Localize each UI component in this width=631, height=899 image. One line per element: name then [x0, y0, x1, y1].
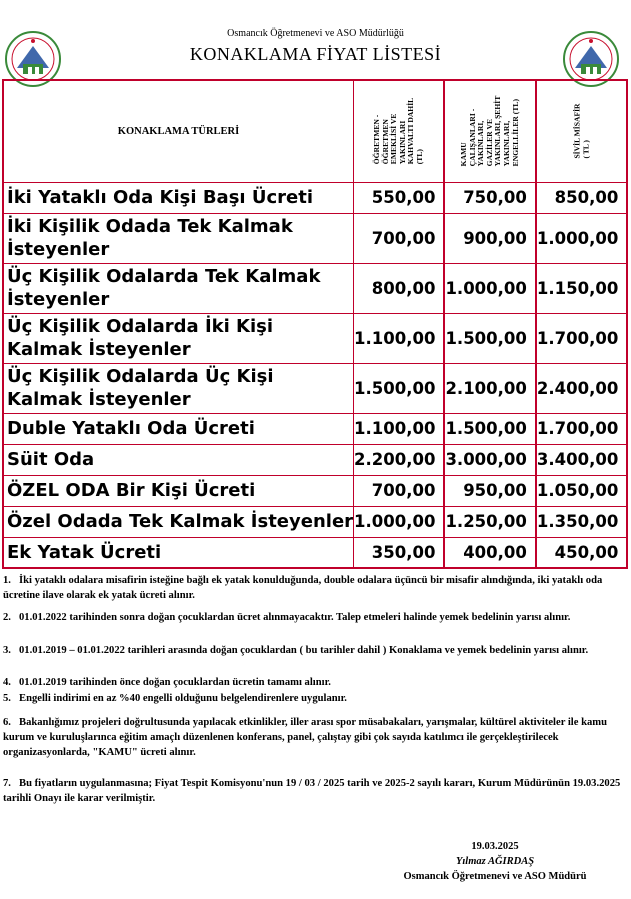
price-civilian: 1.700,00: [536, 313, 627, 363]
price-civilian: 2.400,00: [536, 363, 627, 413]
note-number: 4.: [3, 677, 11, 688]
price-public: 750,00: [445, 182, 535, 213]
note-text: 01.01.2019 – 01.01.2022 tarihleri arasında doğan çocuklardan ( bu tarihler dahil ) Konaklama ve yemek bedelinin yarısı alınır.: [19, 645, 589, 656]
signature-date: 19.03.2025: [471, 841, 519, 852]
price-civilian: 1.700,00: [536, 413, 627, 444]
note-item: [3, 675, 627, 690]
table-row: [3, 182, 627, 213]
price-teacher: 1.100,00: [354, 413, 444, 444]
note-text: 01.01.2019 tarihinden önce doğan çocuklardan ücretin tamamı alınır.: [19, 677, 331, 688]
note-item: [3, 643, 627, 658]
note-number: 2.: [3, 612, 11, 623]
note-number: 3.: [3, 645, 11, 656]
price-public: 400,00: [445, 537, 535, 568]
price-civilian: 850,00: [536, 182, 627, 213]
note-text: 01.01.2022 tarihinden sonra doğan çocuklardan ücret alınmayacaktır. Talep etmeleri halinde yemek bedelinin yarısı alınır.: [19, 612, 571, 623]
note-item: [3, 610, 627, 625]
note-text: Bakanlığımız projeleri doğrultusunda yapılacak etkinlikler, iller arası spor müsabakaları, yarışmalar, kültürel aktiviteler ile kamu kurum ve kuruluşlarınca eğitim amaçlı düzenlenen konferans, panel, çalıştay gibi çok sayıda katılımcı ile gerçekleştirilecek organizasyonlarda, "KAMU" ücreti alınır.: [3, 717, 607, 758]
price-teacher: 700,00: [354, 475, 444, 506]
row-label: Üç Kişilik Odalarda İki Kişi Kalmak İsteyenler: [3, 313, 354, 363]
price-teacher: 1.500,00: [354, 363, 444, 413]
note-item: [3, 691, 627, 706]
row-label: İki Kişilik Odada Tek Kalmak İsteyenler: [3, 213, 354, 263]
column-header-accommodation-types: KONAKLAMA TÜRLERİ: [3, 80, 354, 182]
price-civilian: 1.350,00: [536, 506, 627, 537]
note-text: İki yataklı odalara misafirin isteğine bağlı ek yatak konulduğunda, double odalara üçüncü bir misafir alındığında, iki yataklı oda ücretine ilave olarak ek yatak ücreti alınır.: [3, 575, 603, 601]
signature-name: Yılmaz AĞIRDAŞ: [455, 856, 535, 867]
row-label: ÖZEL ODA Bir Kişi Ücreti: [3, 475, 354, 506]
row-label: Üç Kişilik Odalarda Tek Kalmak İsteyenler: [3, 263, 354, 313]
table-row: [3, 213, 627, 263]
note-number: 7.: [3, 778, 11, 789]
column-header-civilian-guest: [536, 80, 627, 182]
price-public: 1.250,00: [445, 506, 535, 537]
row-label: Ek Yatak Ücreti: [3, 537, 354, 568]
price-teacher: 700,00: [354, 213, 444, 263]
table-row: [3, 475, 627, 506]
price-teacher: 550,00: [354, 182, 444, 213]
table-row: [3, 363, 627, 413]
row-label: Süit Oda: [3, 444, 354, 475]
price-public: 900,00: [445, 213, 535, 263]
price-civilian: 1.050,00: [536, 475, 627, 506]
signature-position: Osmancık Öğretmenevi ve ASO Müdürü: [403, 871, 587, 882]
column-header-teachers: [354, 80, 444, 182]
note-number: 6.: [3, 717, 11, 728]
note-text: Engelli indirimi en az %40 engelli olduğunu belgelendirenlere uygulanır.: [19, 693, 347, 704]
price-civilian: 1.000,00: [536, 213, 627, 263]
table-row: [3, 537, 627, 568]
note-item: [3, 715, 627, 760]
table-row: [3, 263, 627, 313]
price-public: 1.000,00: [445, 263, 535, 313]
table-row: [3, 313, 627, 363]
note-number: 5.: [3, 693, 11, 704]
price-teacher: 800,00: [354, 263, 444, 313]
price-public: 2.100,00: [445, 363, 535, 413]
price-public: 1.500,00: [445, 313, 535, 363]
table-header-row: [3, 80, 627, 182]
price-public: 950,00: [445, 475, 535, 506]
price-teacher: 350,00: [354, 537, 444, 568]
column-header-public-employees: [445, 80, 535, 182]
row-label: İki Yataklı Oda Kişi Başı Ücreti: [3, 182, 354, 213]
organization-header: Osmancık Öğretmenevi ve ASO Müdürlüğü: [227, 28, 404, 39]
table-row: [3, 444, 627, 475]
column-header-teachers-text: ÖĞRETMEN - ÖĞRETMEN EMEKLİSİ VE YAKINLARI KAHVALTI DAHİL (TL): [371, 98, 424, 165]
price-public: 3.000,00: [445, 444, 535, 475]
price-teacher: 1.100,00: [354, 313, 444, 363]
price-civilian: 3.400,00: [536, 444, 627, 475]
row-label: Üç Kişilik Odalarda Üç Kişi Kalmak İsteyenler: [3, 363, 354, 413]
column-header-public-employees-text: KAMU ÇALIŞANLARI - YAKINLARI, GAZİLER VE YAKINLARI, ŞEHİT YAKINLARI, ENGELLİLER (TL): [459, 95, 520, 167]
note-number: 1.: [3, 575, 11, 586]
table-row: [3, 506, 627, 537]
signature-block: [370, 839, 620, 884]
price-civilian: 1.150,00: [536, 263, 627, 313]
note-item: [3, 573, 627, 603]
column-header-civilian-guest-text: SİVİL MİSAFİR ( TL ): [571, 103, 590, 159]
row-label: Özel Odada Tek Kalmak İsteyenler: [3, 506, 354, 537]
price-public: 1.500,00: [445, 413, 535, 444]
note-item: [3, 776, 627, 806]
page-title: KONAKLAMA FİYAT LİSTESİ: [189, 44, 442, 64]
price-teacher: 1.000,00: [354, 506, 444, 537]
note-text: Bu fiyatların uygulanmasına; Fiyat Tespit Komisyonu'nun 19 / 03 / 2025 tarih ve 2025-2 sayılı kararı, Kurum Müdürünün 19.03.2025 tarihli Onayı ile karar verilmiştir.: [3, 778, 621, 804]
price-teacher: 2.200,00: [354, 444, 444, 475]
row-label: Duble Yataklı Oda Ücreti: [3, 413, 354, 444]
table-row: [3, 413, 627, 444]
price-civilian: 450,00: [536, 537, 627, 568]
price-table: [2, 79, 628, 569]
